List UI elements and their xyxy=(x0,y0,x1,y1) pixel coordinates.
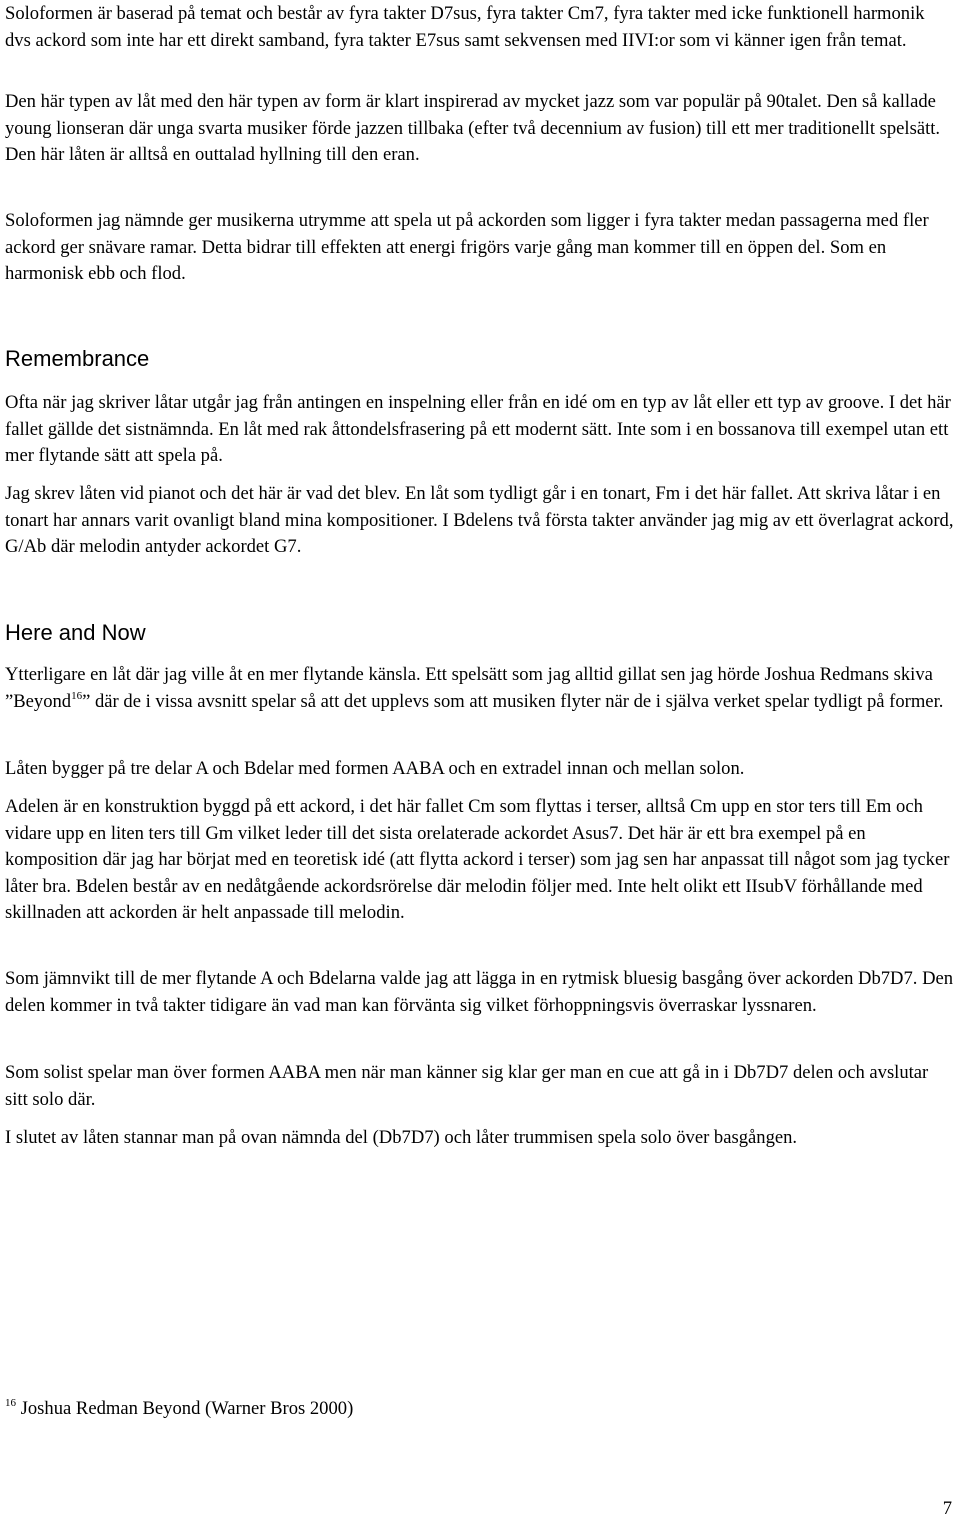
paragraph-here-and-now-1 xyxy=(5,662,955,715)
section-heading-here-and-now: Here and Now xyxy=(5,620,146,645)
paragraph-here-and-now-2: Låten bygger på tre delar A och Bdelar med formen AABA och en extradel innan och mellan solon. xyxy=(5,758,745,779)
paragraph-solo-form: Soloformen är baserad på temat och består av fyra takter D7sus, fyra takter Cm7, fyra takter med icke funktionell harmonik dvs ackord som inte har ett direkt samband, fyra takter E7sus samt sekvensen med IIVI:or som vi känner igen från temat. xyxy=(5,3,925,51)
text-before-footnote-ref: Ytterligare en låt där jag ville åt en mer flytande känsla. Ett spelsätt som jag alltid gillat sen jag hörde Joshua Redmans skiva ”Beyond xyxy=(5,664,933,712)
paragraph-here-and-now-3: Adelen är en konstruktion byggd på ett ackord, i det här fallet Cm som flyttas i terser, alltså Cm upp en stor ters till Em och vidare upp en liten ters till Gm vilket leder till det sista orelaterade ackordet Asus7. Det här är ett bra exempel på en komposition där jag har börjat med en teoretisk idé (att flytta ackord i terser) som jag sen har anpassat till något som jag tycker låter bra. Bdelen består av en nedåtgående ackordsrörelse där melodin följer med. Inte helt olikt ett IIsubV förhållande med skillnaden att ackorden är helt anpassade till melodin. xyxy=(5,796,950,924)
section-heading-remembrance: Remembrance xyxy=(5,346,150,371)
paragraph-inspiration: Den här typen av låt med den här typen av form är klart inspirerad av mycket jazz som var populär på 90talet. Den så kallade young lionseran där unga svarta musiker förde jazzen tillbaka (efter två decennium av fusion) till ett mer traditionellt spelsätt. Den här låten är alltså en outtalad hyllning till den eran. xyxy=(5,91,941,166)
paragraph-here-and-now-6: I slutet av låten stannar man på ovan nämnda del (Db7D7) och låter trummisen spela solo över basgången. xyxy=(5,1127,798,1148)
footnote xyxy=(5,1396,353,1422)
paragraph-here-and-now-4: Som jämnvikt till de mer flytande A och Bdelarna valde jag att lägga in en rytmisk bluesig basgång över ackorden Db7D7. Den delen kommer in två takter tidigare än vad man kan förvänta sig vilket förhoppningsvis överraskar lyssnaren. xyxy=(5,968,954,1016)
page-number: 7 xyxy=(942,1498,952,1519)
paragraph-here-and-now-5: Som solist spelar man över formen AABA men när man känner sig klar ger man en cue att gå in i Db7D7 delen och avslutar sitt solo där. xyxy=(5,1062,929,1110)
footnote-number: 16 xyxy=(5,1397,16,1409)
footnote-text: Joshua Redman Beyond (Warner Bros 2000) xyxy=(16,1398,354,1419)
paragraph-remembrance-2: Jag skrev låten vid pianot och det här är vad det blev. En låt som tydligt går i en tonart, Fm i det här fallet. Att skriva låtar i en tonart har annars varit ovanligt bland mina kompositioner. I Bdelens två första takter använder jag mig av ett överlagrat ackord, G/Ab där melodin antyder ackordet G7. xyxy=(5,483,954,558)
text-after-footnote-ref: ” där de i vissa avsnitt spelar så att det upplevs som att musiken flyter när de i själva verket spelar tydligt på former. xyxy=(82,690,944,712)
footnote-reference: 16 xyxy=(71,689,83,702)
paragraph-remembrance-1: Ofta när jag skriver låtar utgår jag från antingen en inspelning eller från en idé om en typ av låt eller ett typ av groove. I det här fallet gällde det sistnämnda. En låt med rak åttondelsfrasering på ett modernt sätt. Inte som i en bossanova till exempel utan ett mer flytande sätt att spela på. xyxy=(5,392,951,467)
paragraph-solo-space: Soloformen jag nämnde ger musikerna utrymme att spela ut på ackorden som ligger i fyra takter medan passagerna med fler ackord ger snävare ramar. Detta bidrar till effekten att energi frigörs varje gång man kommer till en öppen del. Som en harmonisk ebb och flod. xyxy=(5,210,929,285)
